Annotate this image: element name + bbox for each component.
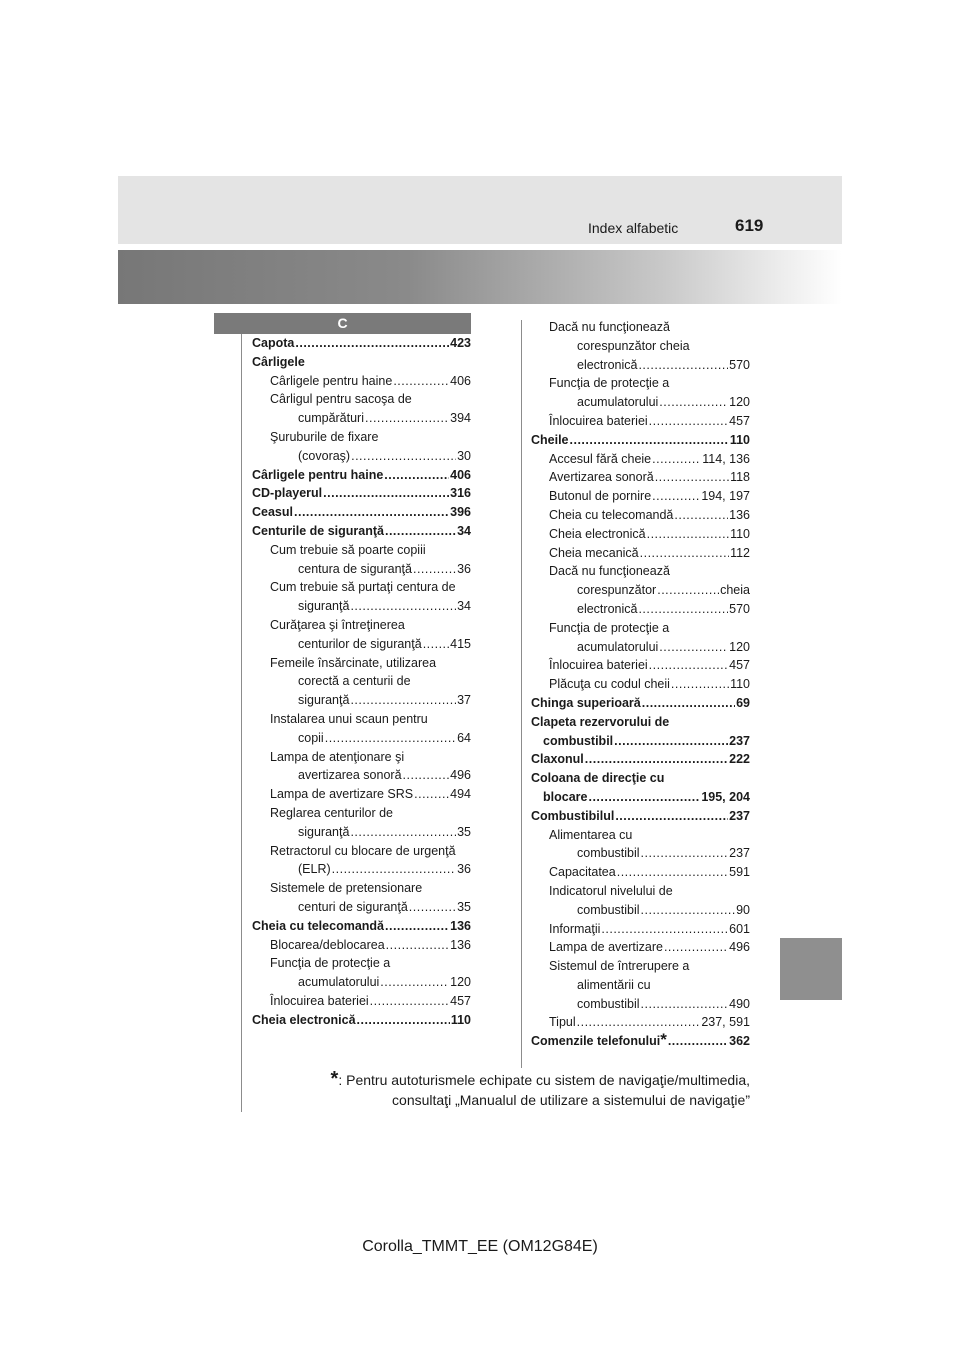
entry-line bbox=[531, 694, 750, 713]
entry-page: 423 bbox=[450, 336, 471, 350]
entry-name: cumpărături bbox=[298, 411, 364, 426]
entry-page: 195, 204 bbox=[701, 789, 750, 804]
entry-page: 30 bbox=[457, 448, 471, 463]
entry-line bbox=[270, 766, 471, 785]
entry-name: acumulatorului bbox=[577, 639, 659, 654]
index-entry bbox=[252, 353, 471, 372]
index-entry bbox=[252, 748, 471, 786]
entry-line: Comenzile telefonului * ..... 362 bbox=[531, 1032, 750, 1051]
entry-text-line: Reglarea centurilor de bbox=[270, 805, 393, 820]
index-entry bbox=[252, 785, 471, 804]
entry-text-line: Dacă nu funcţionează bbox=[549, 320, 670, 334]
entry-line bbox=[549, 393, 750, 412]
entry-name: Cheia cu telecomandă bbox=[252, 918, 384, 933]
entry-name: Cheia electronică bbox=[549, 526, 646, 541]
entry-text-line: Lampa de atenţionare şi bbox=[270, 749, 405, 764]
footnote-line-1: : Pentru autoturismele echipate cu sistem de navigaţie/multimedia, bbox=[338, 1072, 750, 1088]
index-entry bbox=[252, 503, 471, 522]
leader-dots bbox=[647, 525, 729, 544]
entry-text-line: Coloana de direcţie cu bbox=[531, 771, 665, 786]
leader-dots bbox=[385, 522, 456, 541]
page-number: 619 bbox=[735, 216, 764, 235]
index-entry bbox=[531, 431, 750, 450]
entry-name: Înlocuirea bateriei bbox=[270, 993, 369, 1008]
index-entry bbox=[531, 468, 750, 487]
entry-name: Înlocuirea bateriei bbox=[549, 658, 648, 673]
entry-name: Cârligele pentru haine bbox=[270, 373, 393, 388]
leader-dots bbox=[617, 863, 728, 882]
leader-dots bbox=[588, 788, 700, 807]
entry-page: 112 bbox=[730, 545, 750, 560]
index-entry bbox=[252, 879, 471, 917]
entry-page: 237 bbox=[729, 733, 750, 748]
index-entry bbox=[252, 466, 471, 485]
leader-dots bbox=[385, 917, 449, 936]
entry-page: 35 bbox=[457, 899, 471, 914]
entry-page: 110 bbox=[730, 677, 750, 692]
entry-name: Avertizarea sonoră bbox=[549, 470, 654, 485]
index-entry bbox=[531, 562, 750, 600]
entry-name: Cheia mecanică bbox=[549, 545, 639, 560]
left-divider bbox=[241, 334, 242, 1112]
entry-line bbox=[531, 431, 750, 450]
entry-text-line: Sistemul de întrerupere a bbox=[549, 959, 690, 974]
leader-dots bbox=[615, 807, 728, 826]
index-entry bbox=[252, 616, 471, 654]
index-entry bbox=[252, 917, 471, 936]
entry-name: Butonul de pornire bbox=[549, 489, 652, 504]
entry-line bbox=[252, 503, 471, 522]
leader-dots bbox=[671, 675, 729, 694]
index-entry bbox=[252, 484, 471, 503]
index-entry bbox=[252, 1011, 471, 1030]
entry-line bbox=[531, 732, 750, 751]
entry-line bbox=[270, 409, 471, 428]
leader-dots bbox=[641, 995, 729, 1014]
entry-line bbox=[252, 353, 471, 372]
entry-page: 237 bbox=[729, 808, 750, 823]
entry-line bbox=[549, 468, 750, 487]
leader-dots bbox=[294, 503, 449, 522]
entry-text-line: Alimentarea cu bbox=[549, 827, 633, 842]
entry-line bbox=[252, 334, 471, 353]
index-entry bbox=[252, 334, 471, 353]
leader-dots bbox=[638, 356, 728, 375]
entry-text-line: Cum trebuie să poarte copiii bbox=[270, 542, 426, 557]
entry-line bbox=[270, 691, 471, 710]
index-entry bbox=[531, 826, 750, 864]
entry-text-line: Funcţia de protecţie a bbox=[549, 376, 670, 391]
entry-page: 237 bbox=[729, 846, 750, 861]
entry-page: 415 bbox=[450, 636, 471, 651]
entry-name: Înlocuirea bateriei bbox=[549, 413, 648, 428]
entry-page: 120 bbox=[729, 639, 750, 654]
entry-page: 394 bbox=[450, 411, 471, 426]
entry-page: 457 bbox=[450, 993, 471, 1008]
entry-name: combustibil bbox=[543, 733, 614, 748]
entry-page: 457 bbox=[729, 413, 750, 428]
leader-dots bbox=[365, 409, 449, 428]
entry-line bbox=[252, 466, 471, 485]
entry-page: 194, 197 bbox=[701, 489, 750, 504]
leader-dots bbox=[659, 393, 728, 412]
leader-dots bbox=[642, 694, 735, 713]
leader-dots bbox=[351, 447, 456, 466]
index-entry bbox=[531, 1013, 750, 1032]
index-entry bbox=[531, 957, 750, 1013]
index-entry bbox=[531, 619, 750, 657]
entry-page: 406 bbox=[450, 467, 471, 482]
entry-name: siguranţă bbox=[298, 599, 350, 614]
entry-line bbox=[270, 372, 471, 391]
leader-dots bbox=[370, 992, 449, 1011]
index-entry bbox=[531, 374, 750, 412]
entry-name: Lampa de avertizare bbox=[549, 940, 663, 955]
entry-line bbox=[252, 484, 471, 503]
index-entry bbox=[252, 541, 471, 579]
entry-page: 110 bbox=[730, 526, 750, 541]
leader-dots bbox=[295, 334, 449, 353]
entry-text-line: Retractorul cu blocare de urgenţă bbox=[270, 843, 456, 858]
index-entry bbox=[531, 318, 750, 374]
index-entry bbox=[531, 769, 750, 807]
entry-page: 64 bbox=[457, 730, 471, 745]
entry-name: Plăcuţa cu codul cheii bbox=[549, 677, 670, 692]
index-entry bbox=[252, 428, 471, 466]
leader-dots bbox=[585, 750, 728, 769]
index-column-right bbox=[531, 318, 750, 1051]
leader-dots bbox=[570, 431, 729, 450]
leader-dots bbox=[380, 973, 449, 992]
index-entry bbox=[531, 694, 750, 713]
entry-name: Capacitatea bbox=[549, 865, 616, 880]
entry-line bbox=[270, 860, 471, 879]
leader-dots bbox=[655, 468, 729, 487]
index-entry bbox=[531, 544, 750, 563]
leader-dots bbox=[357, 1011, 450, 1030]
entry-name: Cheile bbox=[531, 432, 569, 447]
entry-line bbox=[549, 525, 750, 544]
index-entry bbox=[531, 807, 750, 826]
entry-name: Cârligele bbox=[252, 354, 305, 369]
entry-page: 490 bbox=[729, 996, 750, 1011]
entry-text-line: Curăţarea şi întreţinerea bbox=[270, 617, 405, 632]
entry-line bbox=[252, 917, 471, 936]
entry-name: electronică bbox=[577, 601, 638, 616]
entry-name: Chinga superioară bbox=[531, 695, 641, 710]
entry-name: combustibil bbox=[577, 996, 640, 1011]
leader-dots bbox=[664, 938, 728, 957]
entry-line bbox=[549, 938, 750, 957]
index-entry bbox=[531, 920, 750, 939]
leader-dots bbox=[423, 635, 449, 654]
entry-page: 601 bbox=[729, 921, 750, 936]
index-entry bbox=[531, 675, 750, 694]
entry-text-line: Funcţia de protecţie a bbox=[549, 620, 670, 635]
entry-page: 110 bbox=[729, 432, 750, 447]
entry-line bbox=[549, 487, 750, 506]
entry-page: 118 bbox=[730, 470, 750, 485]
entry-line bbox=[549, 581, 750, 600]
leader-dots bbox=[640, 544, 729, 563]
entry-page: 570 bbox=[729, 601, 750, 616]
entry-name: Claxonul bbox=[531, 752, 584, 767]
entry-text-line: Cum trebuie să purtaţi centura de bbox=[270, 580, 456, 595]
entry-page: 494 bbox=[450, 787, 471, 802]
index-entry bbox=[252, 804, 471, 842]
entry-page: 36 bbox=[457, 561, 471, 576]
entry-line bbox=[531, 750, 750, 769]
entry-line bbox=[270, 973, 471, 992]
entry-page: 114, 136 bbox=[702, 451, 750, 466]
entry-name: electronică bbox=[577, 357, 638, 372]
index-entry bbox=[252, 992, 471, 1011]
entry-page: 110 bbox=[450, 1012, 471, 1027]
leader-dots bbox=[614, 732, 728, 751]
entry-name: Lampa de avertizare SRS bbox=[270, 787, 414, 802]
leader-dots bbox=[641, 901, 736, 920]
leader-dots bbox=[384, 466, 449, 485]
entry-name: (covoraş) bbox=[298, 448, 351, 463]
page-footer: Corolla_TMMT_EE (OM12G84E) bbox=[362, 1238, 598, 1255]
index-entry bbox=[531, 1032, 750, 1051]
entry-line bbox=[270, 560, 471, 579]
index-entry bbox=[252, 578, 471, 616]
entry-page: 35 bbox=[457, 824, 471, 839]
entry-name: combustibil bbox=[577, 846, 640, 861]
entry-page: 36 bbox=[457, 862, 471, 877]
index-entry bbox=[531, 487, 750, 506]
entry-page: 136 bbox=[729, 507, 750, 522]
entry-page: 496 bbox=[729, 940, 750, 955]
index-entry bbox=[531, 656, 750, 675]
entry-line bbox=[549, 863, 750, 882]
entry-line bbox=[270, 729, 471, 748]
entry-text-line: Şuruburile de fixare bbox=[270, 429, 379, 444]
footnote bbox=[286, 1070, 750, 1110]
index-entry bbox=[531, 525, 750, 544]
leader-dots bbox=[414, 785, 449, 804]
entry-name: CD-playerul bbox=[252, 486, 323, 501]
entry-name: centura de siguranţă bbox=[298, 561, 412, 576]
entry-page: 316 bbox=[450, 486, 471, 501]
entry-line bbox=[531, 788, 750, 807]
leader-dots bbox=[350, 691, 456, 710]
entry-name: combustibil bbox=[577, 902, 640, 917]
entry-name: centurilor de siguranţă bbox=[298, 636, 422, 651]
index-entry bbox=[252, 390, 471, 428]
entry-line bbox=[549, 995, 750, 1014]
index-entry bbox=[252, 372, 471, 391]
entry-line bbox=[549, 544, 750, 563]
entry-page: 396 bbox=[450, 505, 471, 520]
header-title: Index alfabetic bbox=[588, 220, 679, 236]
entry-page: 570 bbox=[729, 357, 750, 372]
entry-line bbox=[549, 675, 750, 694]
entry-page: cheia bbox=[720, 583, 750, 598]
entry-page: 222 bbox=[729, 752, 750, 767]
entry-name: Ceasul bbox=[252, 505, 293, 520]
leader-dots bbox=[393, 372, 449, 391]
entry-page: 457 bbox=[729, 658, 750, 673]
entry-page: 120 bbox=[729, 395, 750, 410]
entry-text-line: corespunzător cheia bbox=[577, 338, 690, 353]
entry-text-line: alimentării cu bbox=[577, 977, 651, 992]
footnote-line-2: consultaţi „Manualul de utilizare a sistemului de navigaţie” bbox=[392, 1092, 750, 1108]
index-entry bbox=[252, 654, 471, 710]
entry-name: blocare bbox=[543, 789, 588, 804]
entry-line bbox=[549, 450, 750, 469]
entry-page: 37 bbox=[457, 693, 471, 708]
index-entry bbox=[252, 710, 471, 748]
leader-dots bbox=[649, 412, 728, 431]
entry-name: (ELR) bbox=[298, 862, 331, 877]
entry-page: 136 bbox=[450, 918, 471, 933]
leader-dots bbox=[674, 506, 728, 525]
index-entry bbox=[531, 450, 750, 469]
leader-dots bbox=[323, 484, 449, 503]
entry-name: Cheia cu telecomandă bbox=[549, 507, 674, 522]
entry-name: centuri de siguranţă bbox=[298, 899, 408, 914]
header-band bbox=[118, 176, 842, 244]
leader-dots bbox=[332, 860, 456, 879]
leader-dots bbox=[652, 487, 700, 506]
entry-line bbox=[270, 936, 471, 955]
leader-dots bbox=[649, 656, 728, 675]
entry-name: Informaţii bbox=[549, 921, 601, 936]
entry-text-line: Indicatorul nivelului de bbox=[549, 883, 673, 898]
index-entry bbox=[531, 713, 750, 751]
index-entry bbox=[531, 750, 750, 769]
entry-line bbox=[549, 656, 750, 675]
entry-text-line: Instalarea unui scaun pentru bbox=[270, 711, 428, 726]
entry-text-line: corectă a centurii de bbox=[298, 674, 411, 689]
leader-dots bbox=[657, 581, 719, 600]
entry-page: 69 bbox=[736, 695, 750, 710]
entry-page: 591 bbox=[729, 865, 750, 880]
entry-line bbox=[549, 412, 750, 431]
leader-dots bbox=[577, 1013, 701, 1032]
entry-page: 90 bbox=[736, 902, 750, 917]
entry-name: acumulatorului bbox=[298, 975, 380, 990]
leader-dots bbox=[652, 450, 701, 469]
entry-page: 136 bbox=[450, 937, 471, 952]
entry-page: 120 bbox=[450, 975, 471, 990]
index-entry bbox=[531, 938, 750, 957]
index-entry bbox=[531, 600, 750, 619]
index-entry bbox=[252, 936, 471, 955]
entry-line bbox=[549, 901, 750, 920]
entry-page: 237, 591 bbox=[701, 1015, 750, 1030]
entry-line bbox=[549, 356, 750, 375]
leader-dots bbox=[386, 936, 449, 955]
entry-line bbox=[549, 506, 750, 525]
leader-dots bbox=[413, 560, 456, 579]
index-entry bbox=[531, 882, 750, 920]
index-entry bbox=[252, 842, 471, 880]
leader-dots bbox=[325, 729, 456, 748]
entry-name: Cheia electronică bbox=[252, 1012, 356, 1027]
index-entry bbox=[252, 954, 471, 992]
footnote-star: * bbox=[330, 1068, 339, 1090]
entry-name: Blocarea/deblocarea bbox=[270, 937, 385, 952]
section-banner bbox=[118, 250, 842, 304]
entry-name: Cârligele pentru haine bbox=[252, 467, 384, 482]
leader-dots bbox=[641, 844, 729, 863]
entry-name: Capota bbox=[252, 336, 295, 350]
leader-dots bbox=[601, 920, 728, 939]
entry-text-line: Funcţia de protecţie a bbox=[270, 956, 391, 971]
leader-dots bbox=[350, 597, 456, 616]
entry-page: 406 bbox=[450, 373, 471, 388]
entry-line bbox=[270, 447, 471, 466]
entry-name: Tipul bbox=[549, 1015, 576, 1030]
section-letter-tab: C bbox=[214, 313, 471, 334]
entry-page: 34 bbox=[457, 523, 471, 538]
entry-name: siguranţă bbox=[298, 824, 350, 839]
index-entry bbox=[531, 506, 750, 525]
middle-divider bbox=[521, 320, 522, 1068]
entry-text-line: Femeile însărcinate, utilizarea bbox=[270, 655, 437, 670]
entry-line bbox=[270, 898, 471, 917]
entry-line bbox=[549, 638, 750, 657]
entry-name: Comenzile telefonului bbox=[531, 1034, 661, 1049]
entry-name: corespunzător bbox=[577, 583, 657, 598]
entry-name: acumulatorului bbox=[577, 395, 659, 410]
entry-page: 362 bbox=[729, 1034, 750, 1049]
entry-line bbox=[270, 597, 471, 616]
leader-dots bbox=[409, 898, 456, 917]
entry-name: Centurile de siguranţă bbox=[252, 523, 384, 538]
entry-line bbox=[549, 600, 750, 619]
entry-line bbox=[270, 635, 471, 654]
entry-line bbox=[252, 522, 471, 541]
leader-dots bbox=[638, 600, 728, 619]
entry-line bbox=[270, 823, 471, 842]
entry-line bbox=[252, 1011, 471, 1030]
entry-text-line: Dacă nu funcţionează bbox=[549, 564, 670, 579]
entry-page: 496 bbox=[450, 768, 471, 783]
entry-line bbox=[549, 920, 750, 939]
index-entry bbox=[531, 412, 750, 431]
index-column-left bbox=[252, 334, 471, 1029]
entry-text-line: Cârligul pentru sacoşa de bbox=[270, 392, 412, 407]
entry-name: siguranţă bbox=[298, 693, 350, 708]
leader-dots bbox=[350, 823, 456, 842]
leader-dots bbox=[659, 638, 728, 657]
chapter-tab bbox=[780, 938, 842, 1000]
index-entry bbox=[531, 863, 750, 882]
entry-text-line: Sistemele de pretensionare bbox=[270, 881, 423, 896]
leader-dots bbox=[403, 766, 450, 785]
entry-line bbox=[531, 807, 750, 826]
entry-page: 34 bbox=[457, 599, 471, 614]
entry-name: avertizarea sonoră bbox=[298, 768, 402, 783]
entry-name: Combustibilul bbox=[531, 808, 615, 823]
index-entry bbox=[252, 522, 471, 541]
entry-line bbox=[270, 785, 471, 804]
entry-name: Accesul fără cheie bbox=[549, 451, 652, 466]
entry-line bbox=[270, 992, 471, 1011]
entry-name: copii bbox=[298, 730, 324, 745]
entry-text-line: Clapeta rezervorului de bbox=[531, 714, 670, 729]
entry-line bbox=[549, 844, 750, 863]
entry-line bbox=[549, 1013, 750, 1032]
leader-dots bbox=[668, 1032, 728, 1051]
